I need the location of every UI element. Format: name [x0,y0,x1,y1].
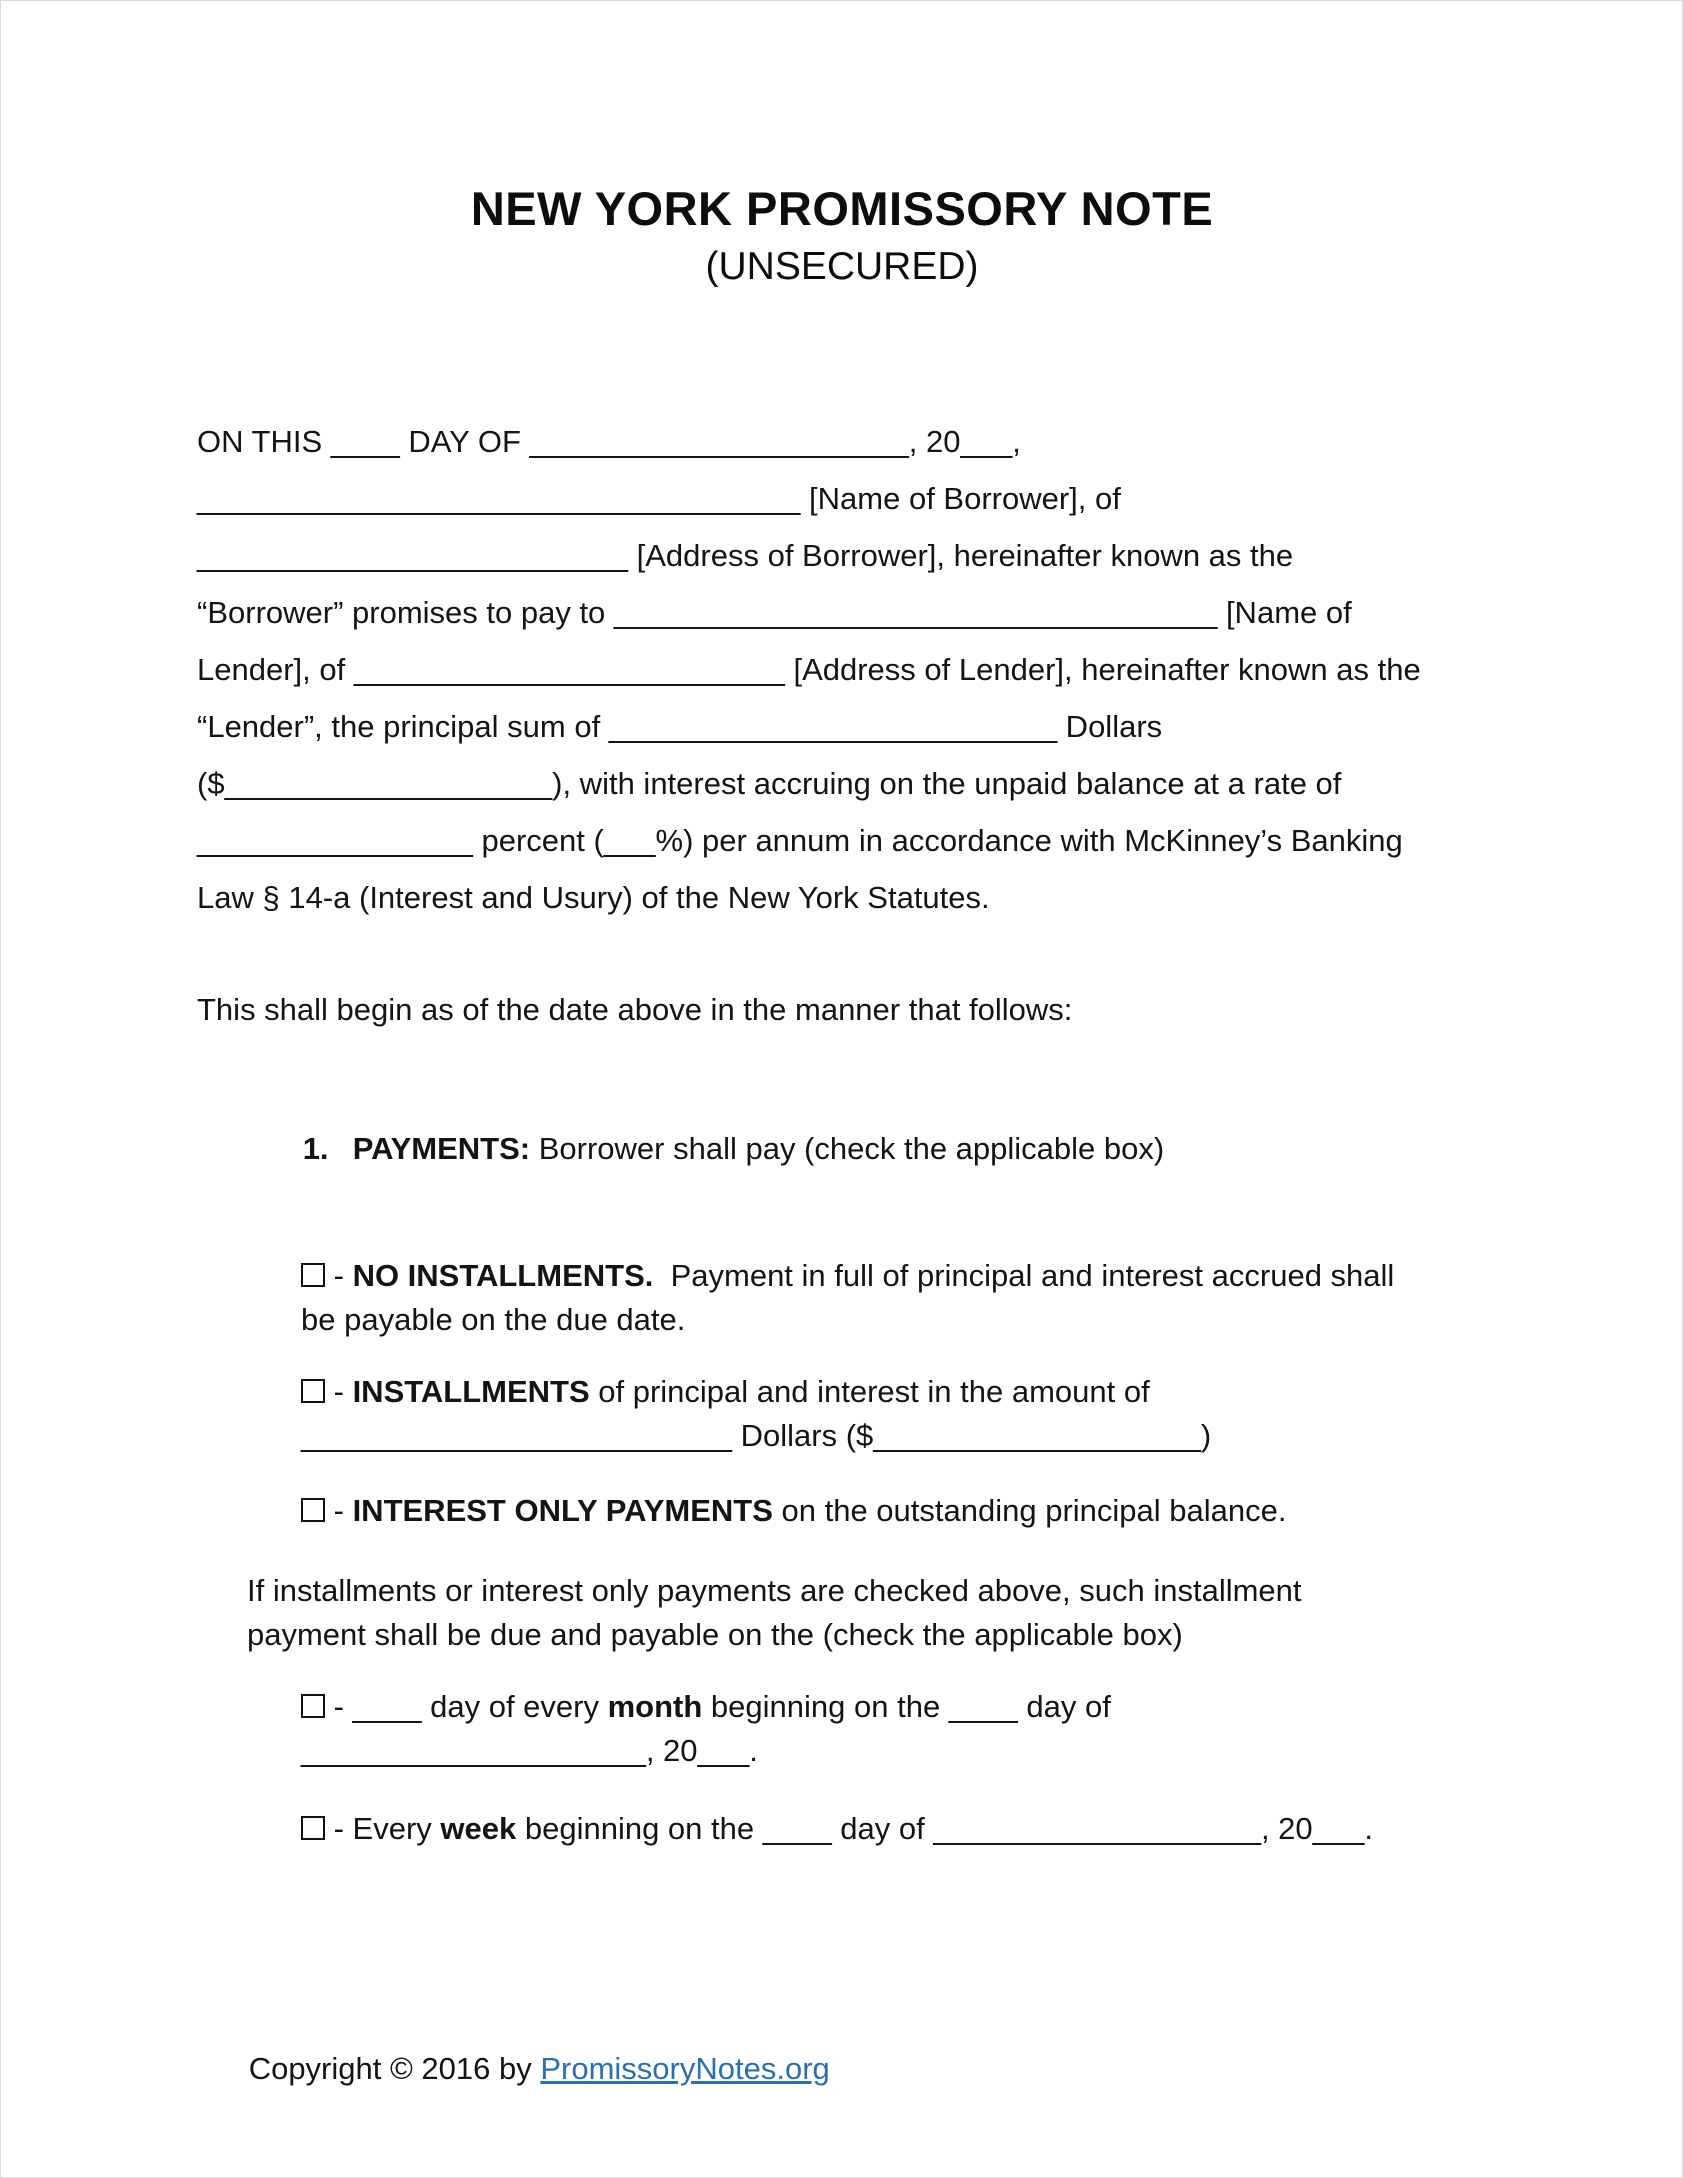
form-line: Law § 14-a (Interest and Usury) of the New York Statutes. [197,880,990,915]
checkbox-item-interest-only [197,1489,1557,1533]
form-line [301,1489,1557,1533]
text: - [325,1493,353,1528]
form-line: “Lender”, the principal sum of __________________________ Dollars [197,709,1163,744]
lead-sentence: This shall begin as of the date above in the manner that follows: [197,992,1073,1027]
form-line [301,1298,1557,1342]
checkbox-item-installments [197,1370,1557,1458]
checkbox[interactable] [301,1694,325,1718]
text: - [325,1258,353,1293]
checkbox-item-no-installments [197,1254,1557,1342]
payments-heading-text: Borrower shall pay (check the applicable box) [530,1131,1165,1166]
form-line: ON THIS ____ DAY OF ______________________, 20___, [197,424,1021,459]
intro-paragraph [197,413,1557,926]
emphasized-text: INSTALLMENTS [352,1374,590,1409]
footer-link[interactable]: PromissoryNotes.org [540,2051,830,2086]
emphasized-text: NO INSTALLMENTS. [352,1258,654,1293]
text: be payable on the due date. [301,1302,686,1337]
emphasized-text: week [440,1811,517,1846]
form-line [301,1370,1557,1414]
text: - Every [325,1811,441,1846]
payment-option-list [197,1254,1557,1533]
form-line: ($___________________), with interest accruing on the unpaid balance at a rate of [197,766,1342,801]
form-line [301,1807,1557,1851]
form-line [301,1729,1557,1773]
text: Payment in full of principal and interest accrued shall [653,1258,1395,1293]
checkbox[interactable] [301,1263,325,1287]
payments-heading [197,1083,1557,1215]
checkbox-item-monthly [197,1685,1557,1773]
form-line: “Borrower” promises to pay to ___________________________________ [Name of [197,595,1352,630]
text: _________________________ Dollars ($___________________) [301,1418,1212,1453]
text: - ____ day of every [325,1689,608,1724]
emphasized-text: month [607,1689,703,1724]
text: - [325,1374,353,1409]
payment-schedule-list [197,1685,1557,1851]
form-line [301,1685,1557,1729]
form-line [301,1414,1557,1458]
checkbox[interactable] [301,1816,325,1840]
text: ____________________, 20___. [301,1733,758,1768]
text: on the outstanding principal balance. [772,1493,1287,1528]
text: beginning on the ____ day of ___________________, 20___. [516,1811,1373,1846]
copyright-text: Copyright © 2016 by [248,2051,541,2086]
form-line: ________________ percent (___%) per annum in accordance with McKinney’s Banking [197,823,1403,858]
document-title: NEW YORK PROMISSORY NOTE [470,182,1214,235]
document-subtitle: (UNSECURED) [705,245,979,288]
list-item-number: 1. [302,1131,329,1166]
text: of principal and interest in the amount of [589,1374,1150,1409]
checkbox[interactable] [301,1498,325,1522]
promissory-note-document [197,1,1557,2135]
form-line: Lender], of _________________________ [Address of Lender], hereinafter known as the [197,652,1421,687]
payments-label: PAYMENTS: [352,1131,531,1166]
form-line: payment shall be due and payable on the (check the applicable box) [247,1617,1183,1652]
checkbox[interactable] [301,1379,325,1403]
checkbox-item-weekly [197,1807,1557,1851]
form-line: _________________________ [Address of Borrower], hereinafter known as the [197,538,1294,573]
text: beginning on the ____ day of [702,1689,1111,1724]
emphasized-text: INTEREST ONLY PAYMENTS [352,1493,773,1528]
installment-condition-paragraph [197,1569,1557,1657]
form-line: If installments or interest only payments are checked above, such installment [247,1573,1302,1608]
form-line: ___________________________________ [Name of Borrower], of [197,481,1121,516]
footer [197,2003,1557,2135]
form-line [301,1254,1557,1298]
